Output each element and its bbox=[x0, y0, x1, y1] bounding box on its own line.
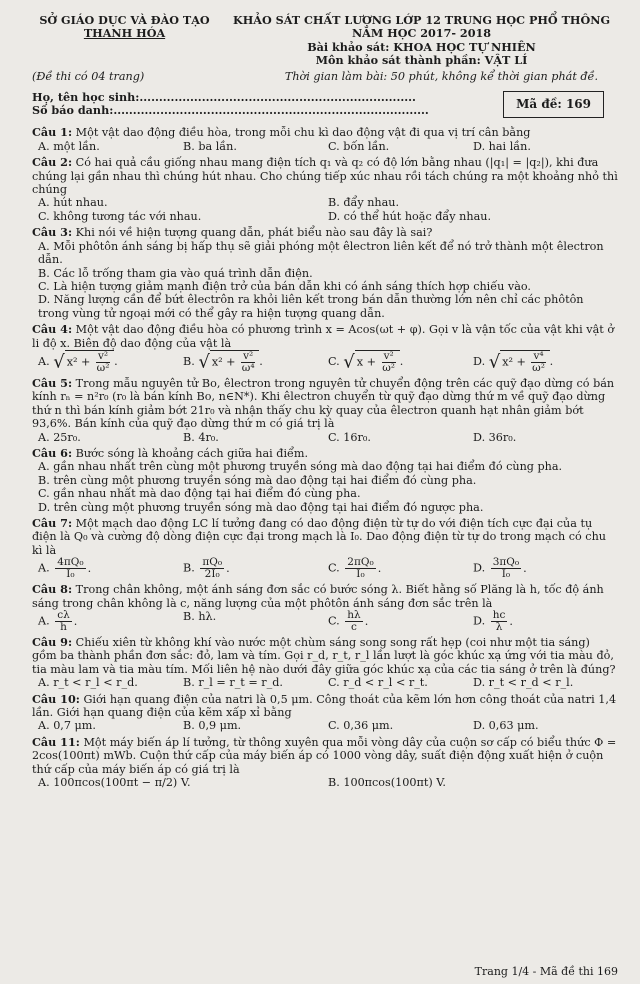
answer-option bbox=[183, 350, 328, 374]
answer-option bbox=[328, 776, 618, 789]
question-list bbox=[32, 126, 618, 789]
question-label: Câu 6: bbox=[32, 445, 73, 460]
option-text: D. r_t < r_d < r_l. bbox=[473, 676, 574, 690]
option-text: D. trên cùng một phương truyền sóng mà dao động tại hai điểm đó ngược pha. bbox=[38, 500, 484, 514]
question-label: Câu 11: bbox=[32, 734, 80, 749]
option-formula: $\frac{h\lambda}{c}$ . bbox=[347, 609, 369, 634]
question-label: Câu 10: bbox=[32, 691, 80, 706]
answer-option bbox=[473, 557, 618, 580]
option-text: A. bbox=[38, 614, 50, 628]
answer-option bbox=[328, 557, 473, 580]
option-text: B. 0,9 μm. bbox=[183, 719, 242, 733]
option-text: B. Các lỗ trống tham gia vào quá trình dẫn điện. bbox=[38, 266, 313, 280]
option-text: A. một lần. bbox=[38, 139, 100, 153]
option-list bbox=[32, 140, 618, 153]
option-text: B. đẩy nhau. bbox=[328, 196, 400, 210]
option-list bbox=[32, 196, 618, 223]
option-list bbox=[32, 719, 618, 732]
answer-option bbox=[38, 431, 183, 444]
exam-code: Mã đề: 169 bbox=[503, 91, 604, 118]
option-text: C. gần nhau nhất mà dao động tại hai điểm đó cùng pha. bbox=[38, 487, 361, 501]
answer-option bbox=[38, 196, 328, 209]
option-text: A. hút nhau. bbox=[38, 196, 108, 210]
answer-option bbox=[38, 140, 183, 153]
question bbox=[32, 323, 618, 374]
time-note: Thời gian làm bài: 50 phút, không kể thời gian phát đề. bbox=[284, 69, 598, 83]
option-text: B. hλ. bbox=[183, 610, 217, 624]
option-text: B. 4r₀. bbox=[183, 430, 219, 444]
question bbox=[32, 583, 618, 633]
option-formula: √ x² + $\frac{\text{v⁴}}{\text{ω²}}$ . bbox=[488, 349, 554, 374]
answer-option bbox=[183, 557, 328, 580]
exam-name: Bài khảo sát: KHOA HỌC TỰ NHIÊN bbox=[307, 39, 536, 54]
student-name-field: Họ, tên học sinh:....................................................................... bbox=[32, 90, 416, 105]
question bbox=[32, 447, 618, 514]
question-label: Câu 2: bbox=[32, 155, 73, 170]
option-text: C. bbox=[328, 354, 340, 368]
answer-option bbox=[38, 267, 618, 280]
answer-option bbox=[38, 501, 618, 514]
page-footer: Trang 1/4 - Mã đề thi 169 bbox=[474, 964, 618, 978]
question bbox=[32, 693, 618, 733]
answer-option bbox=[38, 460, 618, 473]
dept-name: SỞ GIÁO DỤC VÀ ĐÀO TẠO bbox=[39, 13, 210, 27]
answer-option bbox=[473, 350, 618, 374]
option-text: C. 0,36 μm. bbox=[328, 719, 394, 733]
answer-option bbox=[38, 210, 328, 223]
option-text: B. 100πcos(100πt) V. bbox=[328, 776, 446, 790]
option-text: B. ba lần. bbox=[183, 139, 237, 153]
option-formula: √ x² + $\frac{\text{v²}}{\text{ω²}}$ . bbox=[53, 349, 118, 374]
option-text: C. Là hiện tượng giảm mạnh điện trở của bán dẫn khi có ánh sáng thích hợp chiếu vào. bbox=[38, 279, 531, 293]
option-text: B. r_l = r_t = r_d. bbox=[183, 676, 283, 690]
option-formula: $\frac{hc}{\lambda}$ . bbox=[492, 609, 513, 634]
option-text: D. hai lần. bbox=[473, 139, 531, 153]
answer-option bbox=[183, 719, 328, 732]
answer-option bbox=[38, 280, 618, 293]
question bbox=[32, 126, 618, 153]
question-label: Câu 1: bbox=[32, 125, 73, 140]
answer-option bbox=[38, 676, 183, 689]
option-list bbox=[32, 431, 618, 444]
question-text: Bước sóng là khoảng cách giữa hai điểm. bbox=[72, 446, 309, 460]
answer-option bbox=[183, 676, 328, 689]
option-text: D. bbox=[473, 354, 486, 368]
option-text: C. bốn lần. bbox=[328, 139, 390, 153]
header-row-2 bbox=[32, 70, 618, 83]
option-text: A. 25r₀. bbox=[38, 430, 81, 444]
answer-option bbox=[328, 431, 473, 444]
option-text: A. gần nhau nhất trên cùng một phương truyền sóng mà dao động tại hai điểm đó cùng pha. bbox=[38, 460, 563, 474]
option-text: D. bbox=[473, 561, 486, 575]
option-text: A. 0,7 μm. bbox=[38, 719, 96, 733]
question-text: Khi nói về hiện tượng quang dẫn, phát biểu nào sau đây là sai? bbox=[72, 226, 433, 240]
answer-option bbox=[38, 474, 618, 487]
option-text: D. 36r₀. bbox=[473, 430, 517, 444]
option-text: C. không tương tác với nhau. bbox=[38, 209, 202, 223]
answer-option bbox=[328, 350, 473, 374]
subject-name: Môn khảo sát thành phần: VẬT LÍ bbox=[315, 53, 528, 68]
question bbox=[32, 636, 618, 690]
answer-option bbox=[38, 719, 183, 732]
option-text: A. bbox=[38, 561, 50, 575]
answer-option bbox=[328, 676, 473, 689]
question-text: Một vật dao động điều hòa, trong mỗi chu kì dao động vật đi qua vị trí cân bằng bbox=[72, 126, 531, 140]
header-left bbox=[32, 14, 217, 68]
option-text: A. r_t < r_l < r_d. bbox=[38, 676, 138, 690]
question-text: Có hai quả cầu giống nhau mang điện tích q₁ và q₂ có độ lớn bằng nhau (|q₁| = |q₂|), khi đưa chúng lại gần nhau thì chúng hút nhau. Cho chúng tiếp xúc nhau rồi tách chúng ra một khoảng nhỏ thì chúng bbox=[32, 156, 618, 197]
option-formula: √ x² + $\frac{\text{v²}}{\text{ω⁴}}$ . bbox=[198, 349, 263, 374]
option-formula: $\frac{\text{2πQ₀}}{\text{I₀}}$ . bbox=[347, 556, 382, 581]
option-text: D. Năng lượng cần để bứt êlectrôn ra khỏi liên kết trong bán dẫn thường lớn nên chỉ các phôtôn trong vùng tử ngoại mới có thể gây ra hiện tượng quang dẫn. bbox=[38, 293, 584, 320]
option-text: B. bbox=[183, 561, 195, 575]
option-text: A. Mỗi phôtôn ánh sáng bị hấp thụ sẽ giải phóng một êlectron liên kết để nó trở thành một êlectron dẫn. bbox=[38, 239, 604, 267]
answer-option bbox=[38, 350, 183, 374]
option-text: C. 16r₀. bbox=[328, 430, 371, 444]
option-text: D. bbox=[473, 614, 486, 628]
question-text: Trong chân không, một ánh sáng đơn sắc có bước sóng λ. Biết hằng số Plăng là h, tốc độ ánh sáng trong chân không là c, năng lượng của một phôtôn ánh sáng đơn sắc trên là bbox=[32, 583, 604, 610]
option-list bbox=[32, 557, 618, 580]
answer-option bbox=[328, 610, 473, 633]
question-label: Câu 4: bbox=[32, 322, 73, 337]
option-text: D. có thể hút hoặc đẩy nhau. bbox=[328, 209, 492, 223]
option-text: B. trên cùng một phương truyền sóng mà dao động tại hai điểm đó cùng pha. bbox=[38, 473, 477, 487]
question-text: Một máy biến áp lí tưởng, từ thông xuyên qua mỗi vòng dây của cuộn sơ cấp có biểu thức Φ = 2cos(100πt) mWb. Cuộn thứ cấp của máy biến áp có 1000 vòng dây, suất điện động xuất hiện ở cuộn thứ cấp của máy biến áp có giá trị là bbox=[32, 735, 617, 776]
option-formula: $\frac{\text{3πQ₀}}{\text{I₀}}$ . bbox=[492, 556, 527, 581]
answer-option bbox=[328, 196, 618, 209]
question bbox=[32, 736, 618, 790]
option-text: A. 100πcos(100πt − π/2) V. bbox=[38, 776, 191, 790]
question bbox=[32, 156, 618, 223]
question-text: Một mạch dao động LC lí tưởng đang có dao động điện từ tự do với điện tích cực đại của tụ điện là Q₀ và cường độ dòng điện cực đại trong mạch là I₀. Dao động điện từ tự do trong mạch có chu kì là bbox=[32, 517, 606, 557]
option-text: C. bbox=[328, 561, 340, 575]
pages-note: (Đề thi có 04 trang) bbox=[32, 69, 145, 83]
option-list bbox=[32, 610, 618, 633]
answer-option bbox=[473, 140, 618, 153]
option-text: C. bbox=[328, 614, 340, 628]
header-right bbox=[217, 14, 618, 68]
answer-option bbox=[38, 240, 618, 267]
question bbox=[32, 377, 618, 444]
answer-option bbox=[328, 140, 473, 153]
question-text: Chiếu xiên từ không khí vào nước một chùm sáng song song rất hẹp (coi như một tia sáng) gồm ba thành phần đơn sắc: đỏ, lam và tím. Gọi r_d, r_t, r_l lần lượt là góc khúc xạ ứng với tia màu đỏ, tia màu lam và tia màu tím. Mối liên hệ nào dưới đây giữa góc khúc xạ của các tia sáng ở trên là đúng? bbox=[32, 636, 616, 676]
option-formula: $\frac{\text{πQ₀}}{\text{2I₀}}$ . bbox=[202, 556, 230, 581]
answer-option bbox=[473, 431, 618, 444]
question bbox=[32, 226, 618, 320]
answer-option bbox=[38, 776, 328, 789]
answer-option bbox=[38, 557, 183, 580]
answer-option bbox=[473, 610, 618, 633]
question-label: Câu 7: bbox=[32, 516, 73, 530]
option-list bbox=[32, 460, 618, 514]
exam-header bbox=[32, 14, 618, 68]
question-label: Câu 8: bbox=[32, 582, 73, 597]
question-label: Câu 9: bbox=[32, 635, 73, 650]
province-name: THANH HÓA bbox=[83, 26, 166, 41]
answer-option bbox=[328, 210, 618, 223]
answer-option bbox=[183, 140, 328, 153]
option-text: A. bbox=[38, 354, 50, 368]
answer-option bbox=[183, 610, 328, 633]
school-year: NĂM HỌC 2017- 2018 bbox=[351, 26, 492, 41]
question bbox=[32, 517, 618, 580]
option-list bbox=[32, 676, 618, 689]
option-formula: √ x + $\frac{\text{v²}}{\text{ω²}}$ . bbox=[343, 349, 404, 374]
answer-option bbox=[473, 719, 618, 732]
question-label: Câu 5: bbox=[32, 375, 73, 390]
exam-title: KHẢO SÁT CHẤT LƯỢNG LỚP 12 TRUNG HỌC PHỔ THÔNG bbox=[233, 13, 610, 27]
student-id-field: Số báo danh:................................................................................. bbox=[32, 103, 429, 118]
answer-option bbox=[38, 610, 183, 633]
question-text: Một vật dao động điều hòa có phương trình x = Acos(ωt + φ). Gọi v là vận tốc của vật khi vật ở li độ x. Biên độ dao động của vật là bbox=[32, 323, 615, 350]
question-text: Giới hạn quang điện của natri là 0,5 μm. Công thoát của kẽm lớn hơn công thoát của natri 1,4 lần. Giới hạn quang điện của kẽm xấp xỉ bằng bbox=[32, 692, 617, 720]
option-list bbox=[32, 350, 618, 374]
student-info bbox=[32, 91, 618, 118]
option-list bbox=[32, 776, 618, 789]
option-formula: $\frac{\text{4πQ₀}}{\text{I₀}}$ . bbox=[57, 556, 92, 581]
question-text: Trong mẫu nguyên tử Bo, êlectron trong nguyên tử chuyển động trên các quỹ đạo dừng có bán kính rₙ = n²r₀ (r₀ là bán kính Bo, n∈N*). Khi êlectron chuyển từ quỹ đạo dừng thứ m về quỹ đạo dừng thứ n thì bán kính giảm bớt 21r₀ và nhận thấy chu kỳ quay của êlectron quanh hạt nhân giảm bớt 93,6%. Bán kính của quỹ đạo dừng thứ m có giá trị là bbox=[32, 376, 615, 431]
answer-option bbox=[38, 293, 618, 320]
option-list bbox=[32, 240, 618, 320]
answer-option bbox=[473, 676, 618, 689]
answer-option bbox=[183, 431, 328, 444]
option-text: D. 0,63 μm. bbox=[473, 719, 539, 733]
option-text: C. r_d < r_l < r_t. bbox=[328, 676, 428, 690]
option-formula: $\frac{c\lambda}{h}$ . bbox=[57, 609, 78, 634]
answer-option bbox=[328, 719, 473, 732]
question-label: Câu 3: bbox=[32, 225, 73, 240]
option-text: B. bbox=[183, 354, 195, 368]
answer-option bbox=[38, 487, 618, 500]
